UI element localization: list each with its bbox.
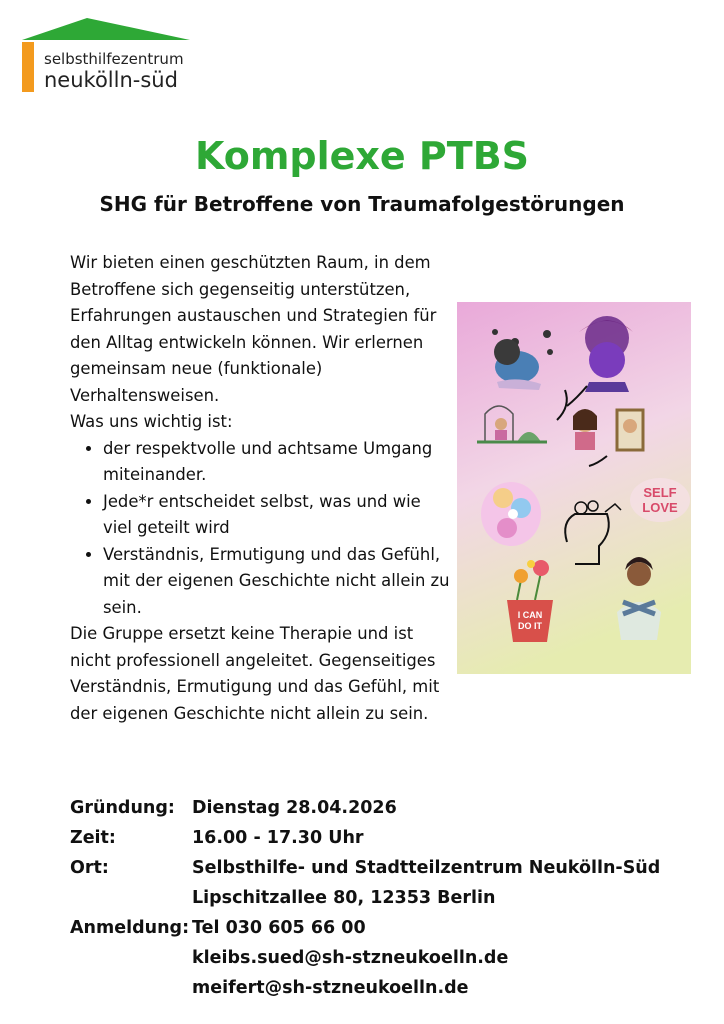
list-item: • Jede*r entscheidet selbst, was und wie viel geteilt wird — [103, 489, 450, 542]
email-2: meifert@sh-stzneukoelln.de — [192, 978, 469, 998]
values-list — [70, 436, 450, 622]
event-details — [70, 793, 660, 1003]
list-item: • Verständnis, Ermutigung und das Gefühl, mit der eigenen Geschichte nicht allein zu sein. — [103, 542, 450, 622]
time-row — [70, 823, 660, 853]
svg-text:LOVE: LOVE — [642, 500, 678, 515]
registration-label: Anmeldung: — [70, 918, 190, 938]
place-label: Ort: — [70, 858, 109, 878]
healing-journey-illustration — [457, 302, 691, 674]
time-label: Zeit: — [70, 828, 116, 848]
address-row — [70, 883, 660, 913]
registration-row — [70, 913, 660, 943]
intro-paragraph: Wir bieten einen geschützten Raum, in dem Betroffene sich gegenseitig unterstützen, Erfahrungen austauschen und Strategien für den Alltag entwickeln können. Wir erlernen gemeinsam neue (funktionale) Verhaltensweisen. — [70, 253, 437, 405]
email-row — [70, 973, 660, 1003]
svg-text:I CAN: I CAN — [517, 610, 543, 620]
place-row — [70, 853, 660, 883]
organization-logo — [22, 16, 192, 96]
founding-value: Dienstag 28.04.2026 — [192, 798, 397, 818]
roof-icon — [22, 16, 192, 42]
body-text — [70, 250, 450, 727]
svg-text:SELF: SELF — [643, 485, 677, 500]
meditation-head-icon — [481, 482, 541, 546]
phone-number: Tel 030 605 66 00 — [192, 918, 366, 938]
email-1: kleibs.sued@sh-stzneukoelln.de — [192, 948, 509, 968]
logo-bar — [22, 42, 34, 92]
closing-paragraph: Die Gruppe ersetzt keine Therapie und ist nicht professionell angeleitet. Gegenseitiges Verständnis, Ermutigung und das Gefühl, mit der eigenen Geschichte nicht allein zu sein. — [70, 624, 440, 723]
page-subtitle: SHG für Betroffene von Traumafolgestörungen — [99, 192, 625, 216]
founding-label: Gründung: — [70, 798, 175, 818]
page-title: Komplexe PTBS — [194, 134, 530, 178]
important-heading: Was uns wichtig ist: — [70, 412, 233, 431]
email-row — [70, 943, 660, 973]
list-item: • der respektvolle und achtsame Umgang miteinander. — [103, 436, 450, 489]
self-love-badge — [630, 478, 690, 522]
logo-line-2: neukölln-süd — [44, 68, 178, 92]
logo-line-1: selbsthilfezentrum — [44, 50, 184, 68]
place-name: Selbsthilfe- und Stadtteilzentrum Neukölln-Süd — [192, 858, 661, 878]
founding-row — [70, 793, 660, 823]
place-address: Lipschitzallee 80, 12353 Berlin — [192, 888, 496, 908]
svg-text:DO IT: DO IT — [518, 621, 542, 631]
time-value: 16.00 - 17.30 Uhr — [192, 828, 364, 848]
